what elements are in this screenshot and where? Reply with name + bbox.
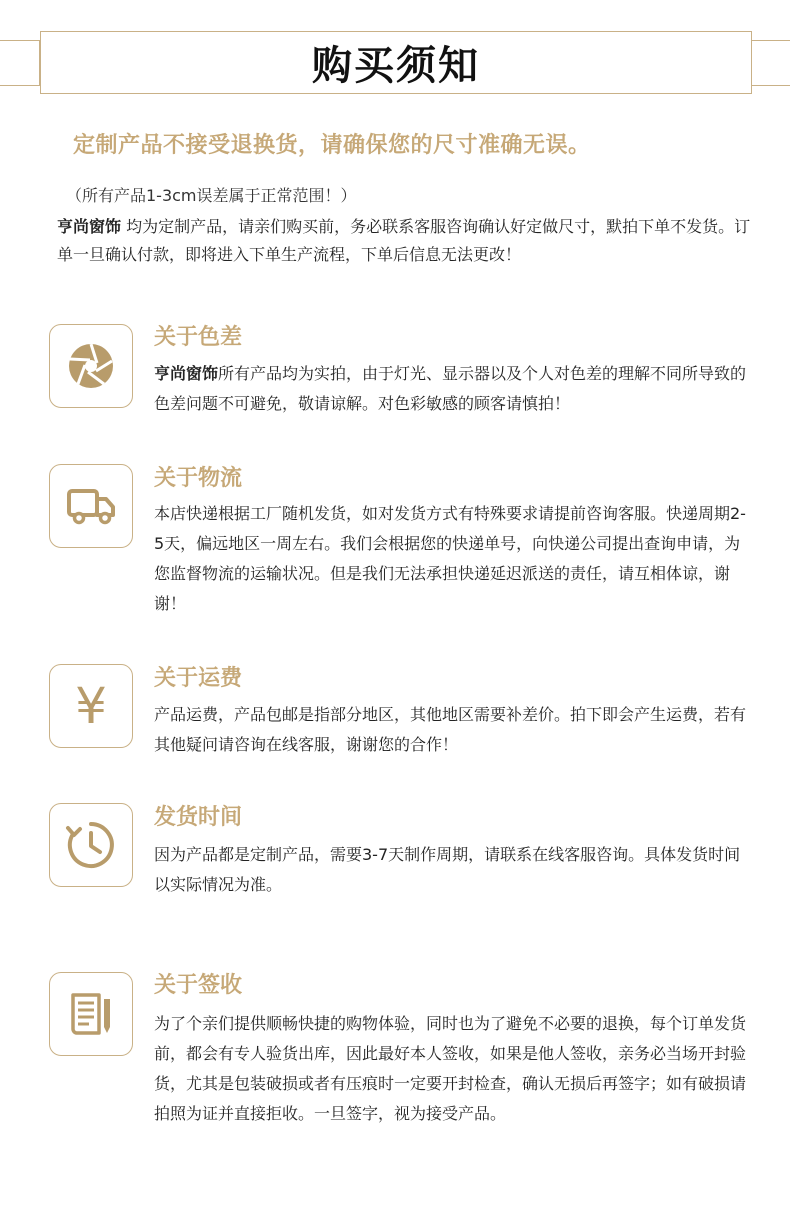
section-body-color <box>154 359 754 419</box>
section-body-text: 为了个亲们提供顺畅快捷的购物体验，同时也为了避免不必要的退换，每个订单发货前，都会有专人验货出库，因此最好本人签收，如果是他人签收，亲务必当场开封验货，尤其是包装破损或者有压痕时一定要开封检查，确认无损后再签字；如有破损请拍照为证并直接拒收。一旦签字，视为接受产品。 <box>154 1014 747 1123</box>
title-decor-left <box>0 40 40 86</box>
document-icon-box <box>49 972 133 1056</box>
section-title-logistics: 关于物流 <box>154 466 243 491</box>
section-body-delivery <box>154 840 754 900</box>
tolerance-note: （所有产品1-3cm误差属于正常范围！） <box>66 186 357 205</box>
section-body-text: 产品运费，产品包邮是指部分地区，其他地区需要补差价。拍下即会产生运费，若有其他疑问请咨询在线客服，谢谢您的合作！ <box>154 705 747 754</box>
title-decor-right <box>750 40 790 86</box>
section-body-text: 所有产品均为实拍，由于灯光、显示器以及个人对色差的理解不同所导致的色差问题不可避免，敬请谅解。对色彩敏感的顾客请慎拍！ <box>154 364 747 413</box>
section-body-text: 本店快递根据工厂随机发货，如对发货方式有特殊要求请提前咨询客服。快递周期2-5天，偏远地区一周左右。我们会根据您的快递单号，向快递公司提出查询申请，为您监督物流的运输状况。但是我们无法承担快递延迟派送的责任，请互相体谅，谢谢！ <box>154 504 746 613</box>
brand-name: 亨尚窗饰 <box>154 364 219 383</box>
intro-text: 均为定制产品，请亲们购买前，务必联系客服咨询确认好定做尺寸，默拍下单不发货。订单一旦确认付款，即将进入下单生产流程，下单后信息无法更改！ <box>57 217 751 264</box>
yen-icon: ¥ <box>75 677 107 735</box>
clock-icon <box>65 819 117 871</box>
section-body-text: 因为产品都是定制产品，需要3-7天制作周期，请联系在线客服咨询。具体发货时间以实际情况为准。 <box>154 845 741 894</box>
section-title-delivery: 发货时间 <box>154 805 243 830</box>
truck-icon-box <box>49 464 133 548</box>
section-title-fee: 关于运费 <box>154 666 243 691</box>
section-body-fee <box>154 700 754 760</box>
clock-icon-box <box>49 803 133 887</box>
aperture-icon <box>66 341 116 391</box>
section-title-signing: 关于签收 <box>154 973 243 998</box>
brand-name: 亨尚窗饰 <box>57 217 122 236</box>
truck-icon <box>66 486 116 526</box>
page-title: 购买须知 <box>312 42 480 89</box>
section-body-signing <box>154 1009 754 1129</box>
intro-paragraph <box>57 213 757 269</box>
section-title-color: 关于色差 <box>154 325 243 350</box>
section-body-logistics <box>154 499 754 619</box>
document-icon <box>67 989 115 1039</box>
title-box <box>40 31 752 94</box>
aperture-icon-box <box>49 324 133 408</box>
yen-icon-box <box>49 664 133 748</box>
headline: 定制产品不接受退换货，请确保您的尺寸准确无误。 <box>73 133 591 158</box>
